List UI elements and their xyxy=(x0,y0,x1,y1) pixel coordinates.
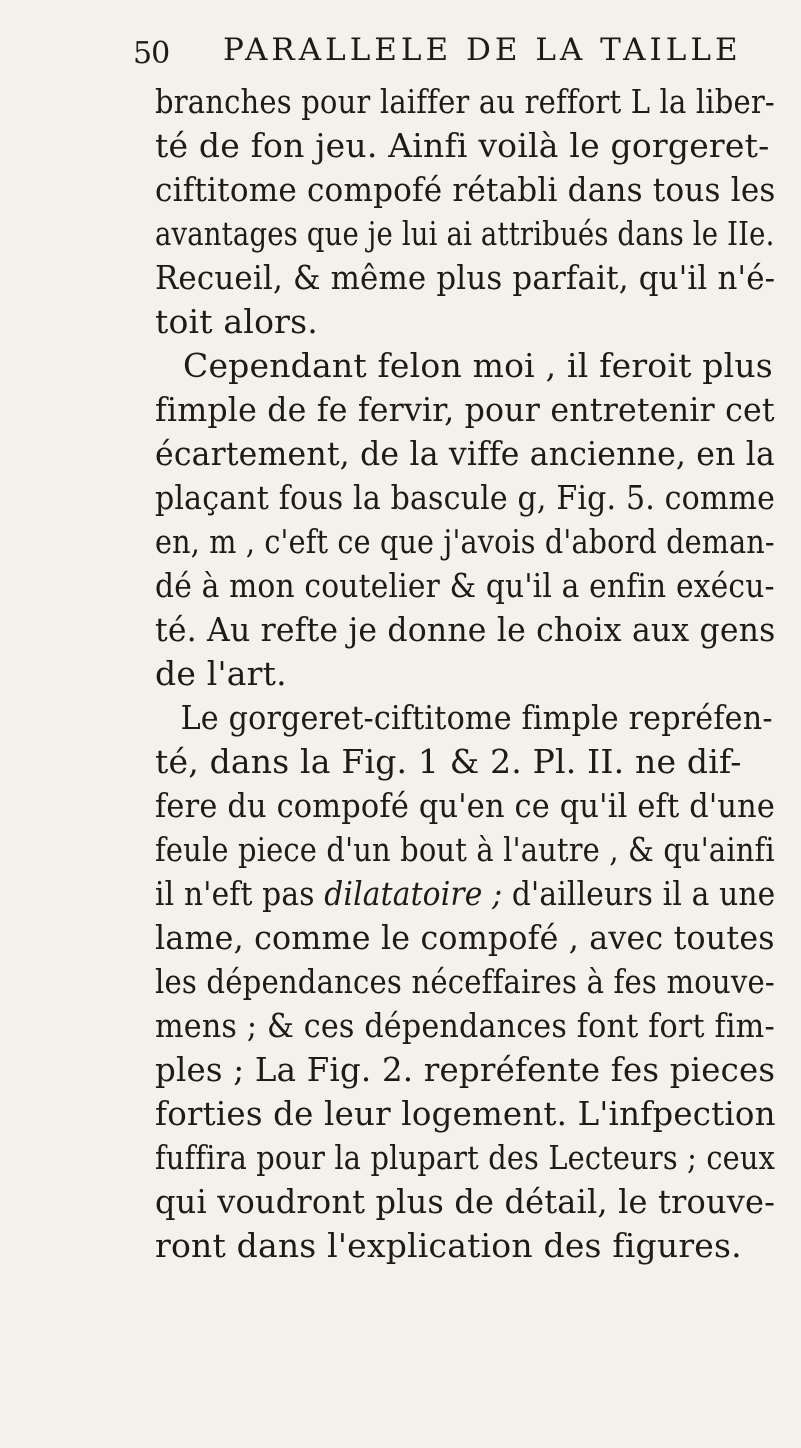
text-line: de l'art. xyxy=(155,654,287,693)
text-line: lame, comme le compofé , avec toutes xyxy=(155,918,775,957)
text-line: ront dans l'explication des figures. xyxy=(155,1226,742,1265)
text-line: té de fon jeu. Ainfi voilà le gorgeret- xyxy=(155,126,770,165)
text-line: té, dans la Fig. 1 & 2. Pl. II. ne dif- xyxy=(155,742,742,781)
paragraph-start-line: Cependant felon moi , il feroit plus xyxy=(183,346,773,385)
text-line: dé à mon coutelier & qu'il a enfin exécu- xyxy=(155,566,775,605)
italic-term: dilatatoire ; xyxy=(324,874,503,913)
text-line: fimple de fe fervir, pour entretenir cet xyxy=(155,390,775,429)
text-line: toit alors. xyxy=(155,302,318,341)
text-line: fere du compofé qu'en ce qu'il eft d'une xyxy=(155,786,776,825)
text-line: branches pour laiffer au reffort L la liber- xyxy=(155,82,775,121)
paragraph-start-line: Le gorgeret-ciftitome fimple repréfen- xyxy=(180,698,773,737)
text-line: ples ; La Fig. 2. repréfente fes pieces xyxy=(155,1050,776,1089)
text-line: feule piece d'un bout à l'autre , & qu'ainfi xyxy=(155,830,775,869)
text-line-with-italic xyxy=(155,872,776,916)
running-head xyxy=(133,28,773,74)
text-segment: d'ailleurs il a une xyxy=(502,874,776,913)
text-segment: il n'eft pas xyxy=(155,874,325,913)
text-line: té. Au refte je donne le choix aux gens xyxy=(155,610,776,649)
text-line: plaçant fous la bascule g, Fig. 5. comme xyxy=(155,478,776,517)
text-line: qui voudront plus de détail, le trouve- xyxy=(155,1182,776,1221)
text-line: fuffira pour la plupart des Lecteurs ; ceux xyxy=(155,1138,776,1177)
text-line: mens ; & ces dépendances font fort fim- xyxy=(155,1006,775,1045)
text-line: forties de leur logement. L'infpection xyxy=(155,1094,776,1133)
text-line: en, m , c'eft ce que j'avois d'abord deman- xyxy=(155,522,775,561)
text-line: Recueil, & même plus parfait, qu'il n'é- xyxy=(155,258,776,297)
text-line: les dépendances néceffaires à fes mouve- xyxy=(155,962,775,1001)
page-number: 50 xyxy=(133,36,170,71)
text-line: écartement, de la viffe ancienne, en la xyxy=(155,434,775,473)
running-head-title: PARALLELE DE LA TAILLE xyxy=(223,32,742,68)
text-line: ciftitome compofé rétabli dans tous les xyxy=(155,170,776,209)
text-line: avantages que je lui ai attribués dans le IIe. xyxy=(155,214,775,253)
body-text xyxy=(155,80,775,1268)
